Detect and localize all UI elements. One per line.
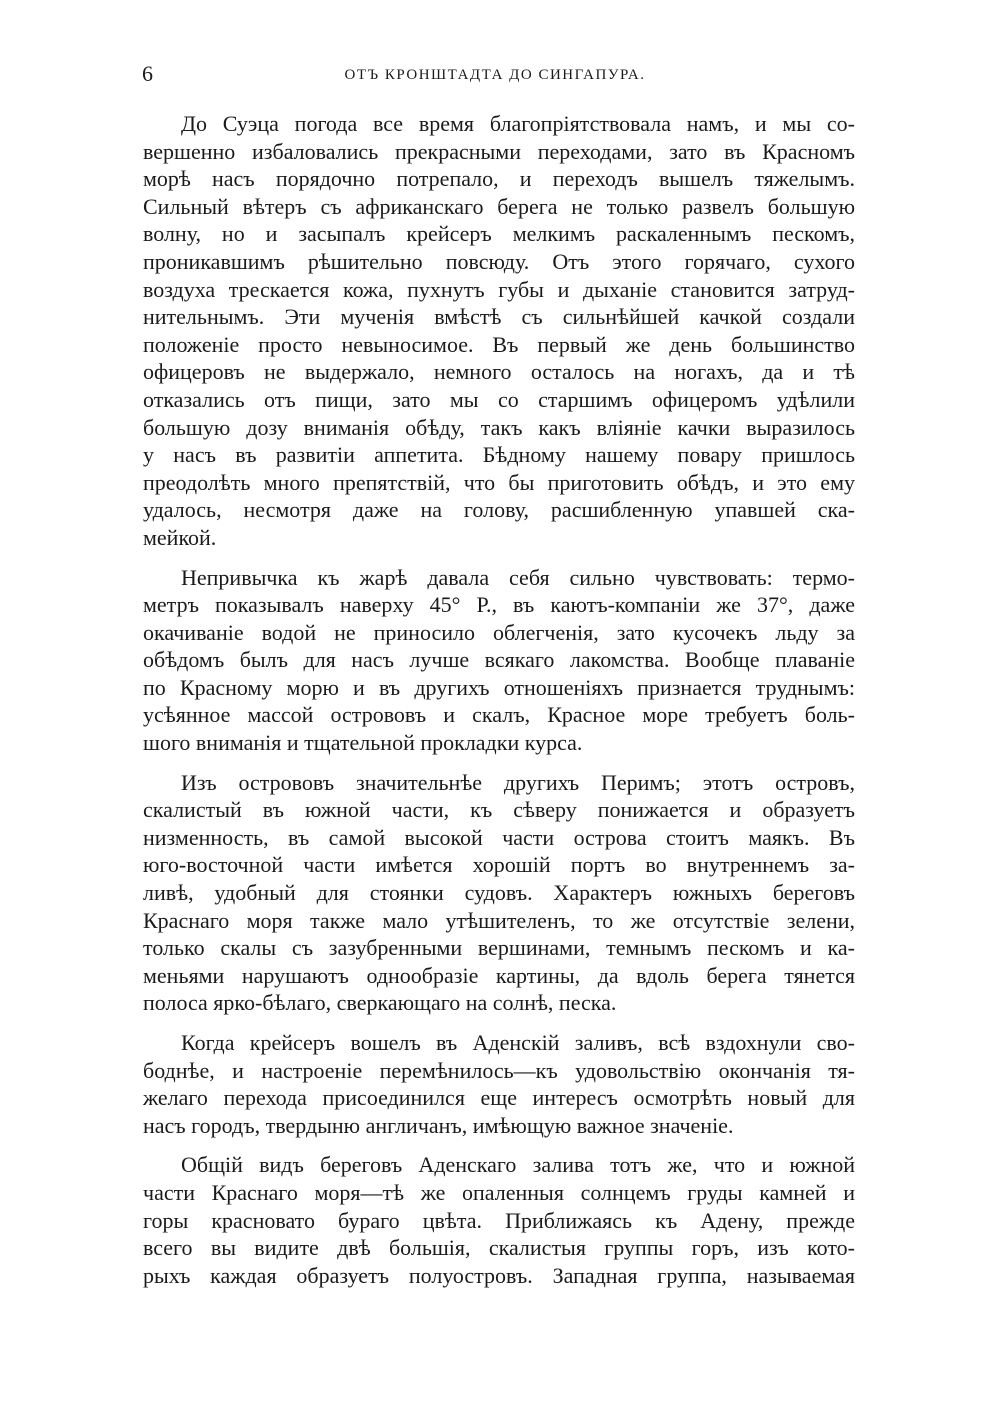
- text-line: Краснаго моря также мало утѣшителенъ, то же отсутствіе зелени,: [143, 907, 855, 933]
- text-line: полоса ярко-бѣлаго, сверкающаго на солнѣ, песка.: [143, 990, 617, 1016]
- text-line: метръ показывалъ наверху 45° Р., въ каютъ-компаніи же 37°, даже: [143, 592, 855, 618]
- text-line: мейкой.: [143, 524, 217, 550]
- text-line: только скалы съ зазубренными вершинами, темнымъ пескомъ и ка-: [143, 935, 855, 961]
- text-line: части Краснаго моря—тѣ же опаленныя солнцемъ груды камней и: [143, 1179, 855, 1205]
- paragraph-1: [143, 110, 855, 552]
- text-line: удалось, несмотря даже на голову, расшибленную упавшей ска-: [143, 497, 855, 523]
- text-line: большую дозу вниманія обѣду, такъ какъ вліяніе качки выразилось: [143, 414, 855, 440]
- body-text: [143, 110, 855, 1289]
- text-line: Изъ острововъ значительнѣе другихъ Перимъ; этотъ островъ,: [181, 769, 855, 795]
- text-line: у насъ въ развитіи аппетита. Бѣдному нашему повару пришлось: [143, 442, 855, 468]
- paragraph-3: [143, 769, 855, 1017]
- text-line: окачиваніе водой не приносило облегченія, зато кусочекъ льду за: [143, 619, 855, 645]
- text-line: воздуха трескается кожа, пухнутъ губы и дыханіе становится затруд-: [143, 276, 855, 302]
- text-line: насъ городъ, твердыню англичанъ, имѣющую важное значеніе.: [143, 1112, 734, 1138]
- text-line: Непривычка къ жарѣ давала себя сильно чувствовать: термо-: [181, 564, 855, 590]
- text-line: проникавшимъ рѣшительно повсюду. Отъ этого горячаго, сухого: [143, 248, 855, 274]
- text-line: горы красновато бураго цвѣта. Приближаясь къ Адену, прежде: [143, 1207, 855, 1233]
- text-line: преодолѣть много препятствій, что бы приготовить обѣдъ, и это ему: [143, 469, 855, 495]
- page-number: 6: [142, 61, 153, 86]
- text-line: Общій видъ береговъ Аденскаго залива тотъ же, что и южной: [181, 1152, 855, 1178]
- text-line: отказались отъ пищи, зато мы со старшимъ офицеромъ удѣлили: [143, 386, 855, 412]
- text-line: волну, но и засыпалъ крейсеръ мелкимъ раскаленнымъ пескомъ,: [143, 221, 855, 247]
- text-line: всего вы видите двѣ большія, скалистыя группы горъ, изъ кото-: [143, 1235, 855, 1261]
- paragraph-2: [143, 564, 855, 757]
- text-line: рыхъ каждая образуетъ полуостровъ. Западная группа, называемая: [143, 1262, 855, 1288]
- text-line: меньями нарушаютъ однообразіе картины, да вдоль берега тянется: [143, 962, 855, 988]
- text-line: морѣ насъ порядочно потрепало, и переходъ вышелъ тяжелымъ.: [143, 166, 855, 192]
- running-title: ОТЪ КРОНШТАДТА ДО СИНГАПУРА.: [344, 67, 646, 83]
- paragraph-5: [143, 1151, 855, 1289]
- text-line: шого вниманія и тщательной прокладки курса.: [143, 730, 583, 756]
- text-line: обѣдомъ былъ для насъ лучше всякаго лакомства. Вообще плаваніе: [143, 647, 855, 673]
- text-line: низменность, въ самой высокой части острова стоитъ маякъ. Въ: [143, 824, 855, 850]
- text-line: по Красному морю и въ другихъ отношеніяхъ признается труднымъ:: [143, 674, 855, 700]
- text-line: Сильный вѣтеръ съ африканскаго берега не только развелъ большую: [143, 193, 855, 219]
- paragraph-4: [143, 1029, 855, 1139]
- text-line: нительнымъ. Эти мученія вмѣстѣ съ сильнѣйшей качкой создали: [143, 304, 855, 330]
- text-line: Когда крейсеръ вошелъ въ Аденскій заливъ, всѣ вздохнули сво-: [181, 1030, 855, 1055]
- text-line: скалистый въ южной части, къ сѣверу понижается и образуетъ: [143, 797, 855, 823]
- text-line: офицеровъ не выдержало, немного осталось на ногахъ, да и тѣ: [143, 359, 855, 385]
- text-line: усѣянное массой острововъ и скалъ, Красное море требуетъ боль-: [143, 702, 855, 728]
- text-line: желаго перехода присоединился еще интересъ осмотрѣть новый для: [143, 1085, 855, 1111]
- text-line: положеніе просто невыносимое. Въ первый же день большинство: [143, 331, 855, 357]
- text-line: вершенно избаловались прекрасными переходами, зато въ Красномъ: [143, 138, 855, 164]
- text-line: боднѣе, и настроеніе перемѣнилось—къ удовольствію окончанія тя-: [143, 1057, 855, 1083]
- text-line: ливѣ, удобный для стоянки судовъ. Характеръ южныхъ береговъ: [143, 880, 855, 906]
- text-line: юго-восточной части имѣется хорошій портъ во внутреннемъ за-: [143, 852, 855, 878]
- text-line: До Суэца погода все время благопріятствовала намъ, и мы со-: [181, 111, 855, 136]
